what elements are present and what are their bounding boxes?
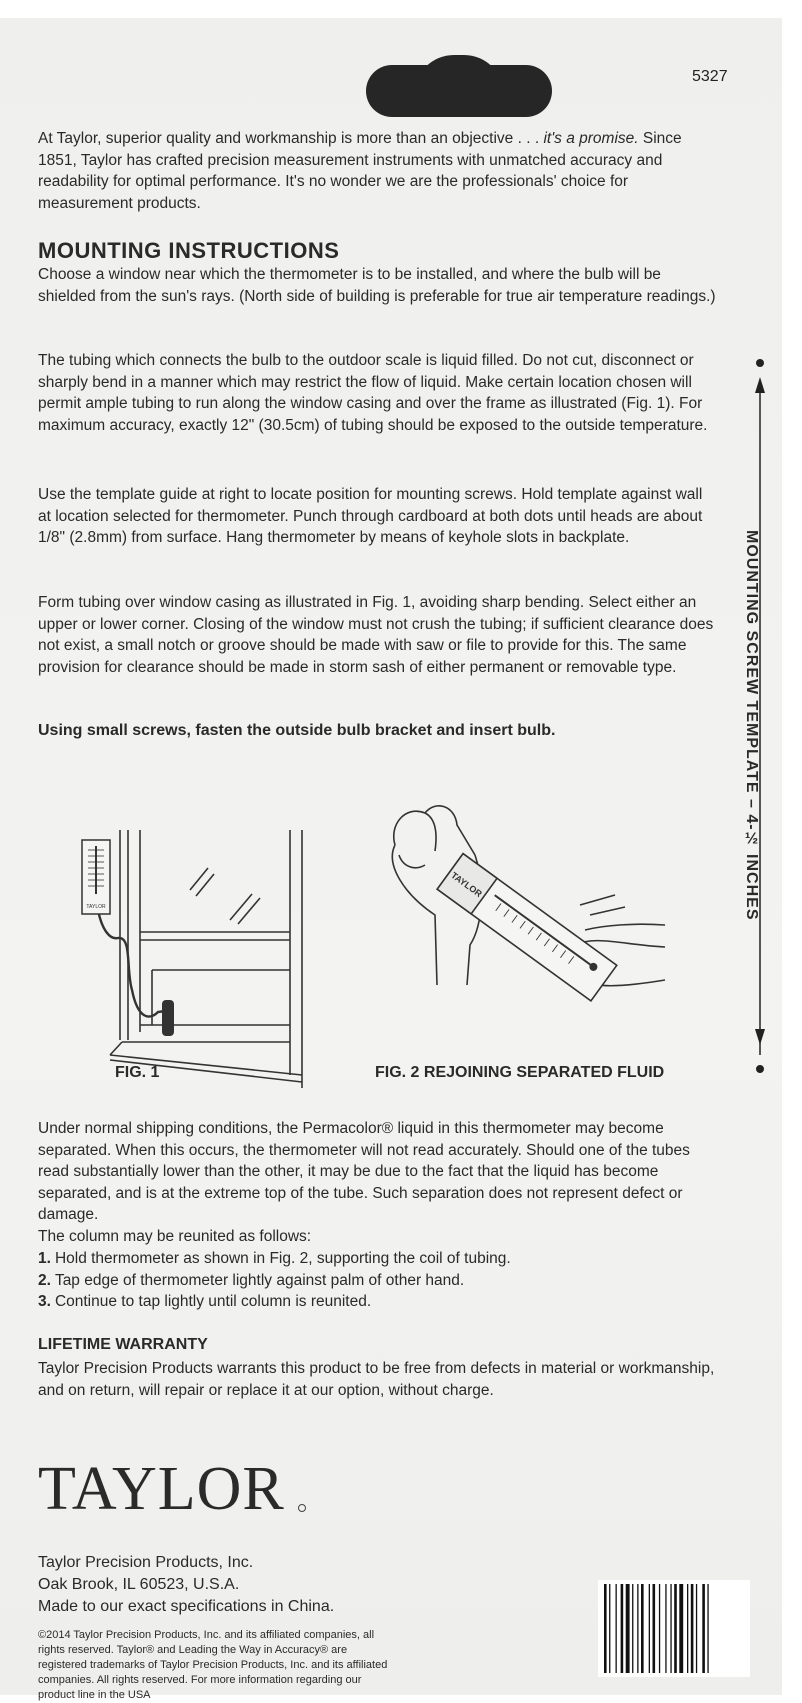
fig2-caption: FIG. 2 REJOINING SEPARATED FLUID — [375, 1064, 665, 1081]
arrow-down-icon — [755, 1029, 765, 1045]
barcode-bar — [691, 1584, 694, 1673]
mounting-paragraph-3: Use the template guide at right to locate position for mounting screws. Hold template against wall at location selected for thermometer. Punch through cardboard at both dots until heads are about 1/8" (2.8mm) from surface. Hang thermometer by means of keyhole slots in backplate. — [38, 486, 703, 546]
mounting-paragraph-4: Form tubing over window casing as illustrated in Fig. 1, avoiding sharp bending. Select either an upper or lower corner. Closing of the window must not crush the tubing; if sufficient clearance does not exist, a small notch or groove should be made with saw or file to provide for this. The same provision for clearance should be made in storm sash of either permanent or removable type. — [38, 594, 714, 676]
barcode-bar — [707, 1584, 708, 1673]
bulb-note: Using small screws, fasten the outside bulb bracket and insert bulb. — [38, 722, 556, 739]
product-number: 5327 — [692, 68, 728, 85]
template-dot-top — [756, 359, 764, 367]
fig1-thermometer-label: TAYLOR — [86, 904, 106, 910]
fig1-caption: FIG. 1 — [115, 1064, 160, 1081]
barcode-bar — [696, 1584, 697, 1673]
step-item: 2. Tap edge of thermometer lightly against palm of other hand. — [38, 1271, 465, 1289]
barcode-bar — [670, 1584, 671, 1673]
fig2-illustration — [375, 795, 675, 1045]
barcode — [598, 1580, 750, 1677]
warranty-heading: LIFETIME WARRANTY — [38, 1336, 208, 1353]
barcode-bar — [653, 1584, 656, 1673]
barcode-bar — [609, 1584, 610, 1673]
registered-mark-icon — [298, 1504, 306, 1512]
template-dot-bottom — [756, 1065, 764, 1073]
barcode-bar — [626, 1584, 630, 1673]
barcode-bar — [674, 1584, 677, 1673]
barcode-bar — [641, 1584, 644, 1673]
intro-paragraph: At Taylor, superior quality and workmanship is more than an objective . . . it's a promise. Since 1851, Taylor has crafted precision measurement instruments with unmatched accuracy and readability for optimal performance. It's no wonder we are the professionals' choice for measurement products. — [38, 130, 682, 212]
arrow-up-icon — [755, 377, 765, 393]
separation-lead: The column may be reunited as follows: — [38, 1228, 312, 1245]
barcode-bar — [679, 1584, 683, 1673]
barcode-bar — [632, 1584, 633, 1673]
step-item: 1. Hold thermometer as shown in Fig. 2, supporting the coil of tubing. — [38, 1250, 511, 1267]
barcode-bar — [637, 1584, 638, 1673]
mounting-paragraph-2: The tubing which connects the bulb to the outdoor scale is liquid filled. Do not cut, disconnect or sharply bend in a manner which may restrict the flow of liquid. Make certain location chosen will permit ample tubing to run along the window casing and over the frame as illustrated (Fig. 1). For maximum accuracy, exactly 12" (30.5cm) of tubing should be exposed to the outside temperature. — [38, 352, 708, 434]
address-line-1: Taylor Precision Products, Inc. — [38, 1554, 254, 1571]
separation-paragraph: Under normal shipping conditions, the Permacolor® liquid in this thermometer may become separated. When this occurs, the thermometer will not read accurately. Should one of the tubes read substantially lower than the other, it may be due to the fact that the liquid has become separated, and is at the extreme top of the tube. Such separation does not represent defect or damage. — [38, 1120, 690, 1223]
barcode-bar — [649, 1584, 650, 1673]
barcode-bar — [687, 1584, 688, 1673]
legal-text: ©2014 Taylor Precision Products, Inc. and its affiliated companies, all rights reserved. Taylor® and Leading the Way in Accuracy® are registered trademarks of Taylor Precision Products, Inc. and its affiliated companies. All rights reserved. For more information regarding our product line in the USA — [38, 1629, 388, 1701]
barcode-bar — [659, 1584, 660, 1673]
reunite-steps — [38, 1248, 718, 1313]
mounting-paragraph-1: Choose a window near which the thermometer is to be installed, and where the bulb will be shielded from the sun's rays. (North side of building is preferable for true air temperature readings.) — [38, 266, 716, 305]
barcode-bar — [702, 1584, 705, 1673]
step-item: 3. Continue to tap lightly until column is reunited. — [38, 1293, 372, 1310]
mounting-heading: MOUNTING INSTRUCTIONS — [38, 238, 340, 263]
warranty-text: Taylor Precision Products warrants this product to be free from defects in material or workmanship, and on return, will repair or replace it at our option, without charge. — [38, 1360, 715, 1399]
fig2-thermometer-label: TAYLOR — [449, 870, 484, 900]
address-line-2: Oak Brook, IL 60523, U.S.A. — [38, 1576, 240, 1593]
fig1-illustration — [80, 820, 340, 1090]
barcode-bar — [621, 1584, 624, 1673]
taylor-logo: TAYLOR — [38, 1455, 285, 1523]
template-label: MOUNTING SCREW TEMPLATE – 4-½ INCHES — [743, 530, 760, 921]
address-line-3: Made to our exact specifications in China. — [38, 1598, 335, 1615]
barcode-bar — [616, 1584, 617, 1673]
hang-hole — [366, 65, 552, 117]
barcode-bar — [665, 1584, 666, 1673]
barcode-bar — [604, 1584, 607, 1673]
